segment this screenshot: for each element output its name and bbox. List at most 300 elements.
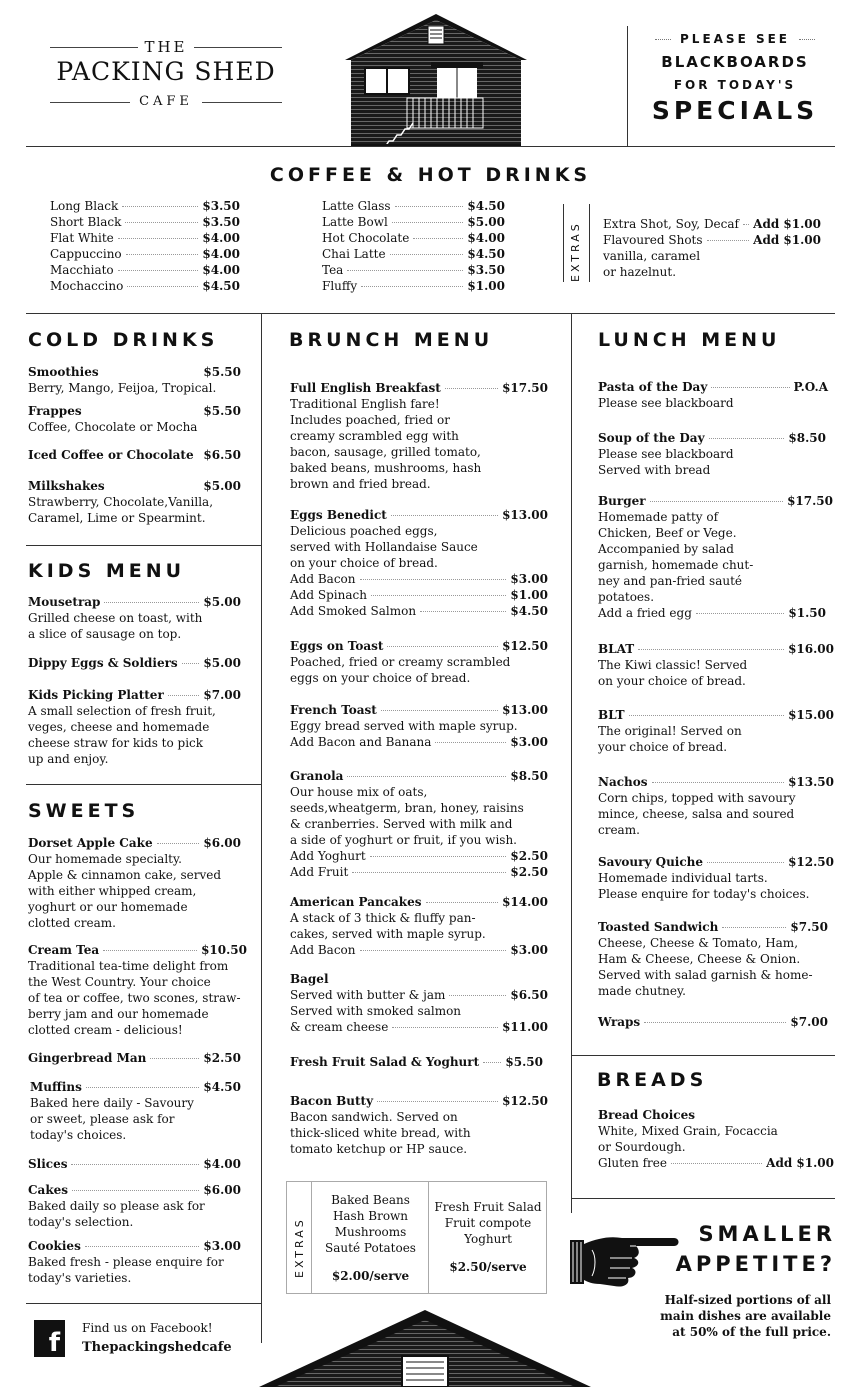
item-desc: Poached, fried or creamy scrambled eggs on your choice of bread. bbox=[290, 655, 511, 685]
coffee-price: $4.00 bbox=[202, 231, 240, 245]
leader-dots bbox=[392, 1027, 498, 1028]
coffee-extra-item bbox=[603, 216, 821, 232]
leader-dots bbox=[347, 270, 463, 271]
coffee-name: Latte Bowl bbox=[322, 215, 388, 229]
brunch-extras-box bbox=[286, 1181, 547, 1294]
kids-rule bbox=[26, 784, 261, 785]
extras-left-item: Hash Brown bbox=[332, 1209, 409, 1223]
leader-dots bbox=[150, 1058, 199, 1059]
leader-dots bbox=[390, 254, 464, 255]
item-name: BLT bbox=[598, 708, 625, 722]
coffee-item bbox=[50, 262, 240, 278]
leader-dots bbox=[671, 1163, 762, 1164]
leader-dots bbox=[638, 649, 784, 650]
smaller-line1: SMALLER bbox=[698, 1222, 836, 1246]
item-name: Granola bbox=[290, 769, 344, 783]
item-name: American Pancakes bbox=[290, 895, 422, 909]
item-price: $13.00 bbox=[502, 508, 548, 522]
addon-row bbox=[290, 864, 548, 880]
shed-illustration bbox=[345, 14, 527, 147]
item-desc: Our homemade specialty. Apple & cinnamon cake, served with either whipped cream, yoghurt or our homemade clotted cream. bbox=[28, 852, 222, 930]
leader-dots bbox=[361, 286, 463, 287]
leader-dots bbox=[743, 224, 749, 225]
addon-name: Add Fruit bbox=[290, 865, 349, 879]
item-name: Soup of the Day bbox=[598, 431, 705, 445]
item-desc: Cheese, Cheese & Tomato, Ham, Ham & Cheese, Cheese & Onion. Served with salad garnish & home- made chutney. bbox=[598, 936, 813, 998]
menu-item bbox=[28, 835, 241, 931]
item-desc: Please see blackboard bbox=[598, 396, 734, 410]
header-rule bbox=[26, 146, 835, 147]
addon-row bbox=[290, 587, 548, 603]
item-name: Burger bbox=[598, 494, 646, 508]
menu-item bbox=[30, 1079, 241, 1143]
item-desc: Berry, Mango, Feijoa, Tropical. bbox=[28, 381, 217, 395]
coffee-name: Flat White bbox=[50, 231, 114, 245]
menu-item bbox=[598, 493, 833, 621]
item-price: $5.00 bbox=[203, 595, 241, 609]
menu-item bbox=[290, 1093, 548, 1157]
extra-price: Add $1.00 bbox=[753, 233, 821, 247]
coffee-price: $4.00 bbox=[467, 231, 505, 245]
menu-item bbox=[290, 702, 548, 750]
coffee-item bbox=[322, 262, 505, 278]
item-name: Nachos bbox=[598, 775, 648, 789]
coffee-name: Hot Chocolate bbox=[322, 231, 410, 245]
item-name: Slices bbox=[28, 1157, 68, 1171]
coffee-price: $4.50 bbox=[467, 199, 505, 213]
menu-item bbox=[290, 638, 548, 686]
brand-name: PACKING SHED bbox=[56, 57, 276, 86]
menu-item bbox=[290, 507, 548, 619]
shed-roof-illustration bbox=[259, 1310, 591, 1387]
item-name: Eggs on Toast bbox=[290, 639, 384, 653]
cold-title: COLD DRINKS bbox=[28, 329, 219, 351]
item-name: Cream Tea bbox=[28, 943, 100, 957]
menu-item bbox=[28, 478, 241, 526]
coffee-extras-divider-2 bbox=[589, 204, 590, 282]
item-name: Dorset Apple Cake bbox=[28, 836, 153, 850]
addon-name: Add Smoked Salmon bbox=[290, 604, 417, 618]
leader-dots bbox=[85, 1246, 200, 1247]
lunch-title: LUNCH MENU bbox=[598, 329, 781, 351]
item-desc: Bacon sandwich. Served on thick-sliced white bread, with tomato ketchup or HP sauce. bbox=[290, 1110, 471, 1156]
addon-row bbox=[598, 1155, 834, 1171]
coffee-name: Latte Glass bbox=[322, 199, 391, 213]
leader-dots bbox=[122, 206, 198, 207]
menu-item bbox=[28, 942, 247, 1038]
coffee-item bbox=[322, 278, 505, 294]
item-name: Cookies bbox=[28, 1239, 81, 1253]
coffee-item bbox=[50, 246, 240, 262]
item-name: Muffins bbox=[30, 1080, 82, 1094]
menu-item bbox=[598, 1014, 828, 1030]
menu-item bbox=[598, 854, 834, 902]
leader-dots bbox=[722, 927, 786, 928]
header-divider bbox=[627, 26, 628, 146]
leader-dots bbox=[126, 254, 199, 255]
extra-name: Extra Shot, Soy, Decaf bbox=[603, 217, 739, 231]
item-price: $2.50 bbox=[203, 1051, 241, 1065]
leader-dots bbox=[71, 1164, 199, 1165]
item-name: Kids Picking Platter bbox=[28, 688, 164, 702]
item-price: $3.00 bbox=[203, 1239, 241, 1253]
coffee-item bbox=[322, 246, 505, 262]
item-name: Cakes bbox=[28, 1183, 69, 1197]
item-price: $10.50 bbox=[201, 943, 247, 957]
leader-dots bbox=[483, 1062, 501, 1063]
coffee-price: $5.00 bbox=[467, 215, 505, 229]
item-name: BLAT bbox=[598, 642, 635, 656]
coffee-price: $3.50 bbox=[202, 215, 240, 229]
item-desc: Homemade patty of Chicken, Beef or Vege. Accompanied by salad garnish, homemade chut- ney and pan-fried sauté potatoes. bbox=[598, 510, 754, 604]
brunch-extras-label: EXTRAS bbox=[293, 1217, 306, 1278]
item-price: $4.50 bbox=[203, 1080, 241, 1094]
leader-dots bbox=[644, 1022, 786, 1023]
leader-dots bbox=[413, 238, 463, 239]
promo-line4: SPECIALS bbox=[651, 96, 819, 125]
facebook-line1: Find us on Facebook! bbox=[82, 1321, 213, 1335]
item-price: $16.00 bbox=[788, 642, 834, 656]
leader-dots bbox=[652, 782, 785, 783]
item-desc: The Kiwi classic! Served on your choice of bread. bbox=[598, 658, 748, 688]
menu-item bbox=[290, 894, 548, 958]
item-price: $15.00 bbox=[788, 708, 834, 722]
coffee-extras-divider bbox=[563, 204, 564, 282]
promo-line1: PLEASE SEE bbox=[680, 32, 790, 46]
leader-dots bbox=[420, 611, 506, 612]
item-price: $12.50 bbox=[788, 855, 834, 869]
extras-left-list bbox=[313, 1192, 428, 1284]
menu-item bbox=[28, 1238, 241, 1286]
addon-price: $1.50 bbox=[788, 606, 826, 620]
menu-item bbox=[598, 707, 834, 755]
menu-item bbox=[28, 364, 241, 396]
menu-item bbox=[28, 403, 241, 435]
facebook-handle[interactable]: Thepackingshedcafe bbox=[82, 1340, 232, 1355]
menu-item bbox=[598, 774, 834, 838]
facebook-icon[interactable] bbox=[34, 1320, 65, 1357]
coffee-rule bbox=[26, 313, 835, 314]
addon-price: $3.00 bbox=[510, 735, 548, 749]
item-price: $6.00 bbox=[203, 1183, 241, 1197]
item-price: $7.00 bbox=[790, 1015, 828, 1029]
menu-item bbox=[290, 1054, 543, 1070]
item-desc: Traditional tea-time delight from the West Country. Your choice of tea or coffee, two scones, straw- berry jam and our homemade clotted cream - delicious! bbox=[28, 959, 241, 1037]
leader-dots bbox=[711, 387, 789, 388]
coffee-name: Short Black bbox=[50, 215, 122, 229]
coffee-item bbox=[50, 214, 240, 230]
item-desc: Coffee, Chocolate or Mocha bbox=[28, 420, 198, 434]
item-price: $5.00 bbox=[203, 479, 241, 493]
extras-right-item: Fruit compote bbox=[444, 1216, 532, 1230]
addon-name: Gluten free bbox=[598, 1156, 667, 1170]
leader-dots bbox=[449, 995, 506, 996]
leader-dots bbox=[650, 501, 784, 502]
item-desc: The original! Served on your choice of bread. bbox=[598, 724, 742, 754]
sweets-rule bbox=[26, 1303, 261, 1304]
item-name: Eggs Benedict bbox=[290, 508, 387, 522]
menu-item bbox=[28, 1156, 241, 1172]
item-desc: Our house mix of oats, seeds,wheatgerm, bran, honey, raisins & cranberries. Served with milk and a side of yoghurt or fruit, if you wish. bbox=[290, 785, 524, 847]
leader-dots bbox=[127, 286, 198, 287]
coffee-item bbox=[50, 230, 240, 246]
item-desc: Homemade individual tarts. Please enquire for today's choices. bbox=[598, 871, 810, 901]
menu-item bbox=[28, 1050, 241, 1066]
item-price: $13.50 bbox=[788, 775, 834, 789]
leader-dots bbox=[72, 1190, 199, 1191]
item-price: $5.00 bbox=[203, 656, 241, 670]
item-name: Toasted Sandwich bbox=[598, 920, 719, 934]
item-price: $8.50 bbox=[510, 769, 548, 783]
menu-item bbox=[598, 1107, 834, 1171]
lunch-rule bbox=[571, 1055, 835, 1056]
item-price: $17.50 bbox=[787, 494, 833, 508]
addon-row bbox=[290, 571, 548, 587]
item-desc: Strawberry, Chocolate,Vanilla, Caramel, Lime or Spearmint. bbox=[28, 495, 214, 525]
leader-dots bbox=[707, 862, 784, 863]
coffee-name: Tea bbox=[322, 263, 344, 277]
extras-divider-b bbox=[428, 1182, 429, 1293]
item-price: P.O.A bbox=[793, 380, 828, 394]
addon-price: $2.50 bbox=[510, 865, 548, 879]
extras-right-item: Yoghurt bbox=[464, 1232, 512, 1246]
breads-title: BREADS bbox=[597, 1069, 708, 1091]
item-name: Fresh Fruit Salad & Yoghurt bbox=[290, 1055, 480, 1069]
coffee-name: Long Black bbox=[50, 199, 119, 213]
coffee-price: $3.50 bbox=[202, 199, 240, 213]
promo-rule-left-1 bbox=[655, 39, 671, 40]
extras-left-item: Mushrooms bbox=[334, 1225, 407, 1239]
cold-rule bbox=[26, 545, 261, 546]
leader-dots bbox=[395, 206, 464, 207]
brand-cafe: CAFE bbox=[139, 94, 193, 109]
item-price: $6.00 bbox=[203, 836, 241, 850]
item-name: Wraps bbox=[598, 1015, 641, 1029]
brand-logo bbox=[50, 36, 282, 112]
extras-divider-a bbox=[311, 1182, 312, 1293]
menu-item bbox=[28, 1182, 241, 1230]
coffee-price: $4.00 bbox=[202, 263, 240, 277]
coffee-col2 bbox=[322, 198, 505, 294]
item-name: Bread Choices bbox=[598, 1108, 695, 1122]
leader-dots bbox=[182, 663, 200, 664]
coffee-extras-label: EXTRAS bbox=[569, 221, 582, 282]
leader-dots bbox=[392, 222, 464, 223]
item-price: $7.00 bbox=[203, 688, 241, 702]
item-name: Bacon Butty bbox=[290, 1094, 374, 1108]
item-desc: Corn chips, topped with savoury mince, cheese, salsa and soured cream. bbox=[598, 791, 796, 837]
item-price: $14.00 bbox=[502, 895, 548, 909]
coffee-price: $4.00 bbox=[202, 247, 240, 261]
addon-name: Add Bacon bbox=[290, 943, 356, 957]
item-price: $5.50 bbox=[203, 404, 241, 418]
facebook-icon-letter: f bbox=[48, 1328, 60, 1358]
leader-dots bbox=[629, 715, 785, 716]
item-desc: Baked here daily - Savoury or sweet, please ask for today's choices. bbox=[30, 1096, 194, 1142]
extra-note-1: vanilla, caramel bbox=[603, 249, 701, 263]
addon-name: & cream cheese bbox=[290, 1020, 389, 1034]
leader-dots bbox=[104, 602, 199, 603]
brand-the: THE bbox=[144, 38, 188, 56]
leader-dots bbox=[352, 872, 506, 873]
leader-dots bbox=[707, 240, 750, 241]
addon-name: Add Spinach bbox=[290, 588, 367, 602]
coffee-name: Chai Latte bbox=[322, 247, 386, 261]
item-desc: White, Mixed Grain, Focaccia or Sourdough. bbox=[598, 1124, 778, 1154]
extras-left-item: Sauté Potatoes bbox=[325, 1241, 416, 1255]
addon-row bbox=[290, 734, 548, 750]
leader-dots bbox=[435, 742, 506, 743]
coffee-price: $3.50 bbox=[467, 263, 505, 277]
item-name: Smoothies bbox=[28, 365, 99, 379]
item-name: Full English Breakfast bbox=[290, 381, 441, 395]
promo-rule-right-1 bbox=[799, 39, 815, 40]
leader-dots bbox=[118, 238, 199, 239]
item-price: $7.50 bbox=[790, 920, 828, 934]
menu-item bbox=[28, 687, 241, 767]
item-name: Pasta of the Day bbox=[598, 380, 708, 394]
addon-row bbox=[290, 848, 548, 864]
leader-dots bbox=[445, 388, 498, 389]
addon-name: Add Yoghurt bbox=[290, 849, 366, 863]
extras-right-price: $2.50/serve bbox=[449, 1260, 527, 1274]
coffee-name: Macchiato bbox=[50, 263, 114, 277]
leader-dots bbox=[387, 646, 498, 647]
addon-price: $2.50 bbox=[510, 849, 548, 863]
addon-row bbox=[290, 1003, 548, 1019]
extras-left-price: $2.00/serve bbox=[331, 1269, 410, 1283]
menu-item bbox=[28, 655, 241, 671]
coffee-name: Cappuccino bbox=[50, 247, 122, 261]
addon-price: $3.00 bbox=[510, 572, 548, 586]
item-price: $5.50 bbox=[505, 1055, 543, 1069]
extra-note bbox=[603, 264, 821, 280]
addon-price: $4.50 bbox=[510, 604, 548, 618]
coffee-item bbox=[322, 198, 505, 214]
menu-item bbox=[28, 594, 241, 642]
item-desc: Baked daily so please ask for today's selection. bbox=[28, 1199, 205, 1229]
item-name: Gingerbread Man bbox=[28, 1051, 147, 1065]
facebook-text bbox=[82, 1318, 232, 1358]
leader-dots bbox=[370, 856, 507, 857]
addon-price: $1.00 bbox=[510, 588, 548, 602]
item-price: $8.50 bbox=[788, 431, 826, 445]
item-name: Frappes bbox=[28, 404, 82, 418]
item-price: $5.50 bbox=[203, 365, 241, 379]
extra-name: Flavoured Shots bbox=[603, 233, 703, 247]
addon-row bbox=[598, 605, 826, 621]
leader-dots bbox=[168, 695, 200, 696]
item-name: French Toast bbox=[290, 703, 377, 717]
leader-dots bbox=[709, 438, 785, 439]
item-name: Bagel bbox=[290, 972, 329, 986]
addon-name: Served with butter & jam bbox=[290, 988, 446, 1002]
extras-right-item: Fresh Fruit Salad bbox=[434, 1200, 542, 1214]
addon-row bbox=[290, 942, 548, 958]
item-name: Milkshakes bbox=[28, 479, 105, 493]
item-name: Savoury Quiche bbox=[598, 855, 704, 869]
addon-row bbox=[290, 603, 548, 619]
extra-note bbox=[603, 248, 821, 264]
promo-line2: BLACKBOARDS bbox=[661, 53, 809, 71]
item-name: Mousetrap bbox=[28, 595, 101, 609]
item-desc: A stack of 3 thick & fluffy pan- cakes, served with maple syrup. bbox=[290, 911, 486, 941]
menu-item bbox=[28, 447, 241, 463]
menu-item bbox=[290, 768, 548, 880]
leader-dots bbox=[381, 710, 498, 711]
brunch-title: BRUNCH MENU bbox=[289, 329, 494, 351]
coffee-price: $4.50 bbox=[202, 279, 240, 293]
promo-line3: FOR TODAY'S bbox=[673, 78, 797, 92]
extra-note-2: or hazelnut. bbox=[603, 265, 677, 279]
addon-price: $6.50 bbox=[510, 988, 548, 1002]
leader-dots bbox=[347, 776, 506, 777]
leader-dots bbox=[696, 613, 785, 614]
coffee-price: $4.50 bbox=[467, 247, 505, 261]
leader-dots bbox=[103, 950, 197, 951]
extras-left-item: Baked Beans bbox=[331, 1193, 410, 1207]
coffee-extra-item bbox=[603, 232, 821, 248]
item-name: Iced Coffee or Chocolate bbox=[28, 448, 194, 462]
item-desc: Baked fresh - please enquire for today's varieties. bbox=[28, 1255, 224, 1285]
leader-dots bbox=[86, 1087, 200, 1088]
coffee-item bbox=[322, 214, 505, 230]
specials-promo bbox=[645, 30, 825, 128]
leader-dots bbox=[391, 515, 498, 516]
menu-item bbox=[598, 430, 826, 478]
addon-row bbox=[290, 987, 548, 1003]
column-divider-right bbox=[571, 313, 572, 1213]
item-desc: Eggy bread served with maple syrup. bbox=[290, 719, 518, 733]
leader-dots bbox=[360, 579, 507, 580]
addon-price: $3.00 bbox=[510, 943, 548, 957]
addon-name: Served with smoked salmon bbox=[290, 1004, 462, 1018]
item-price: $12.50 bbox=[502, 639, 548, 653]
addon-name: Add a fried egg bbox=[598, 606, 692, 620]
leader-dots bbox=[377, 1101, 498, 1102]
leader-dots bbox=[125, 222, 198, 223]
item-desc: Delicious poached eggs, served with Hollandaise Sauce on your choice of bread. bbox=[290, 524, 478, 570]
leader-dots bbox=[426, 902, 499, 903]
column-divider-left bbox=[261, 313, 262, 1343]
smaller-line2: APPETITE? bbox=[675, 1252, 836, 1276]
item-name: Dippy Eggs & Soldiers bbox=[28, 656, 178, 670]
item-price: $12.50 bbox=[502, 1094, 548, 1108]
addon-price: $11.00 bbox=[502, 1020, 548, 1034]
item-desc: A small selection of fresh fruit, veges, cheese and homemade cheese straw for kids to pick up and enjoy. bbox=[28, 704, 216, 766]
item-price: $6.50 bbox=[203, 448, 241, 462]
leader-dots bbox=[118, 270, 199, 271]
smaller-note: Half-sized portions of all main dishes are available at 50% of the full price. bbox=[660, 1293, 831, 1339]
menu-item bbox=[290, 971, 548, 1035]
smaller-appetite bbox=[660, 1219, 836, 1279]
coffee-extras bbox=[603, 216, 821, 280]
leader-dots bbox=[371, 595, 507, 596]
item-desc: Traditional English fare! Includes poached, fried or creamy scrambled egg with bacon, sausage, grilled tomato, baked beans, mushrooms, hash brown and fried bread. bbox=[290, 397, 482, 491]
menu-item bbox=[598, 919, 828, 999]
item-desc: Grilled cheese on toast, with a slice of sausage on top. bbox=[28, 611, 203, 641]
addon-row bbox=[290, 1019, 548, 1035]
item-price: $13.00 bbox=[502, 703, 548, 717]
addon-price: Add $1.00 bbox=[766, 1156, 834, 1170]
item-price: $4.00 bbox=[203, 1157, 241, 1171]
leader-dots bbox=[360, 950, 507, 951]
kids-title: KIDS MENU bbox=[28, 560, 186, 582]
coffee-price: $1.00 bbox=[467, 279, 505, 293]
menu-item bbox=[290, 380, 548, 492]
coffee-title: COFFEE & HOT DRINKS bbox=[269, 164, 592, 186]
addon-name: Add Bacon and Banana bbox=[290, 735, 432, 749]
